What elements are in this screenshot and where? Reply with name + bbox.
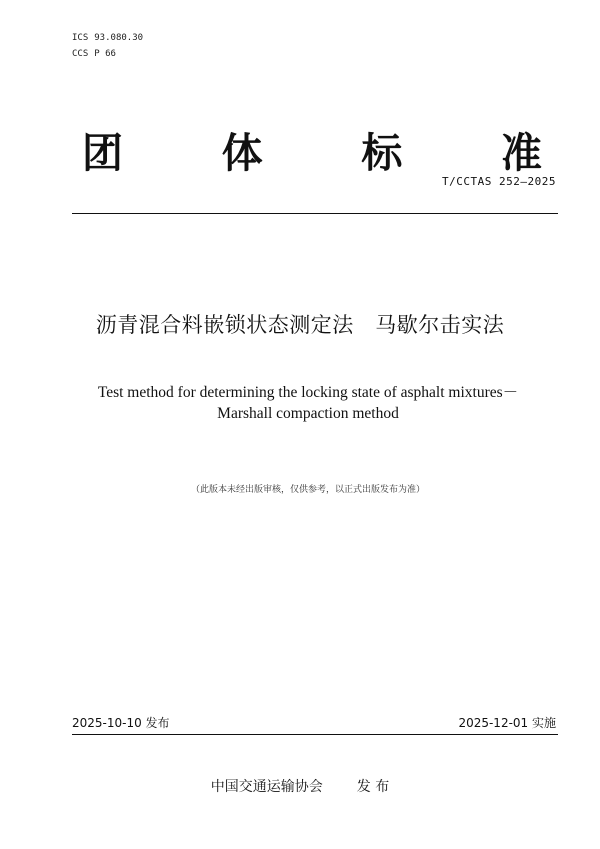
document-type-heading <box>82 120 542 179</box>
issue-date: 2025-10-10 发布 <box>72 716 170 730</box>
chinese-title: 沥青混合料嵌锁状态测定法 马歇尔击实法 <box>95 313 505 337</box>
classification-codes <box>72 30 149 62</box>
bottom-divider <box>72 734 558 735</box>
implementation-date: 2025-12-01 实施 <box>458 716 556 730</box>
english-title <box>0 382 600 424</box>
publisher-line <box>0 776 600 796</box>
doc-type-char: 准 <box>500 129 542 177</box>
doc-type-char: 团 <box>82 129 123 177</box>
top-divider <box>72 213 558 214</box>
doc-type-char: 体 <box>221 129 263 177</box>
publisher-action: 发 布 <box>356 779 390 795</box>
english-title-line-1: Test method for determining the locking state of asphalt mixtures－ <box>97 384 519 401</box>
ics-label: ICS <box>72 33 89 43</box>
ccs-code <box>72 46 149 62</box>
doc-type-char: 标 <box>361 129 403 177</box>
english-title-line-2: Marshall compaction method <box>217 405 399 422</box>
ics-code <box>72 30 149 46</box>
publisher-name: 中国交通运输协会 <box>210 779 323 795</box>
standard-number: T/CCTAS 252—2025 <box>442 175 556 188</box>
ics-value: 93.080.30 <box>94 33 144 43</box>
draft-notice: （此版本未经出版审核，仅供参考，以正式出版发布为准） <box>190 485 425 495</box>
ccs-label: CCS <box>72 49 89 59</box>
ccs-value: P 66 <box>94 49 116 59</box>
